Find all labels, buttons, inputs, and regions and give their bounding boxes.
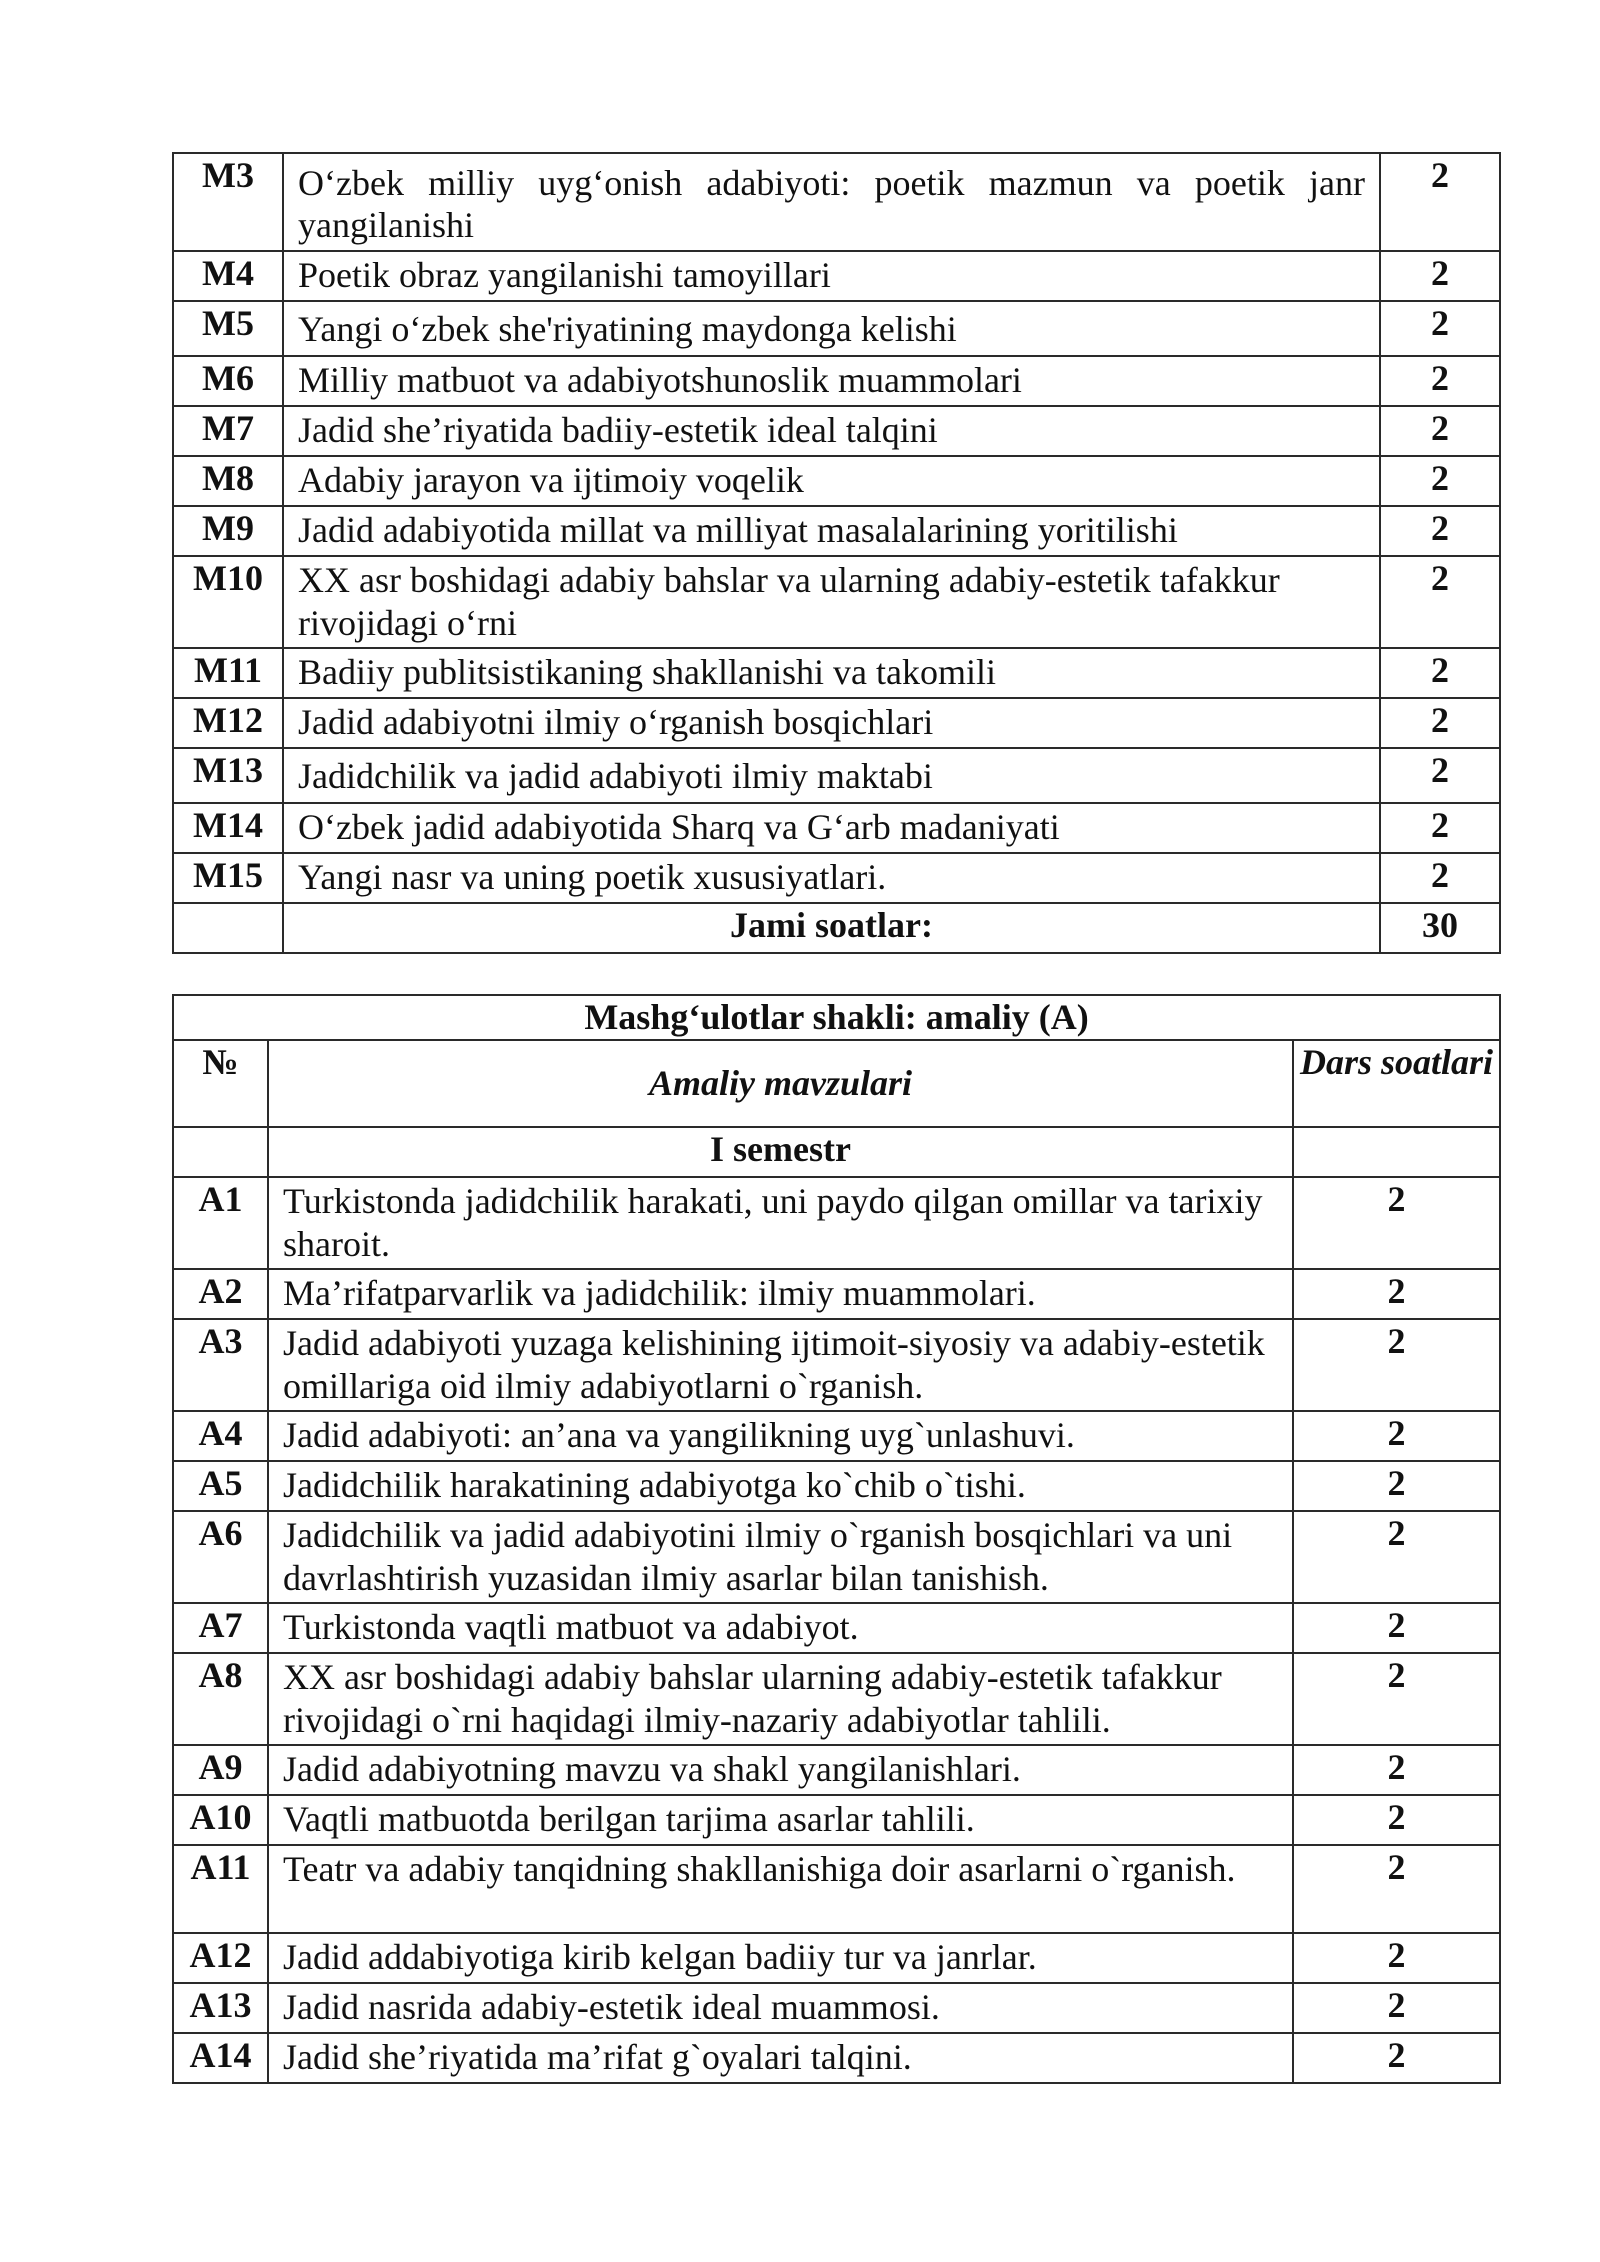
row-hours: 2	[1293, 1461, 1500, 1511]
table-row	[173, 506, 1500, 556]
row-code: A3	[173, 1319, 268, 1411]
table-row	[173, 1461, 1500, 1511]
row-code: A5	[173, 1461, 268, 1511]
row-hours: 2	[1380, 853, 1500, 903]
semester-label: I semestr	[268, 1127, 1293, 1177]
table-row	[173, 153, 1500, 251]
row-topic: Badiiy publitsistikaning shakllanishi va takomili	[283, 648, 1380, 698]
row-topic: Adabiy jarayon va ijtimoiy voqelik	[283, 456, 1380, 506]
semester-row	[173, 1127, 1500, 1177]
row-hours: 2	[1293, 1603, 1500, 1653]
row-code: A10	[173, 1795, 268, 1845]
table-row	[173, 1845, 1500, 1933]
table-row	[173, 853, 1500, 903]
row-topic: Teatr va adabiy tanqidning shakllanishiga doir asarlarni o`rganish.	[268, 1845, 1293, 1933]
lectures-body	[173, 153, 1500, 953]
row-topic: Poetik obraz yangilanishi tamoyillari	[283, 251, 1380, 301]
row-hours: 2	[1293, 1319, 1500, 1411]
table-row	[173, 1177, 1500, 1269]
row-code: A9	[173, 1745, 268, 1795]
row-code: A4	[173, 1411, 268, 1461]
row-hours: 2	[1293, 1511, 1500, 1603]
table-row	[173, 1933, 1500, 1983]
row-code: A12	[173, 1933, 268, 1983]
row-hours: 2	[1380, 556, 1500, 648]
row-hours: 2	[1380, 456, 1500, 506]
table-row	[173, 456, 1500, 506]
row-topic: Yangi nasr va uning poetik xususiyatlari.	[283, 853, 1380, 903]
row-code: A6	[173, 1511, 268, 1603]
row-topic: Turkistonda vaqtli matbuot va adabiyot.	[268, 1603, 1293, 1653]
table-row	[173, 1983, 1500, 2033]
row-topic: Yangi o‘zbek she'riyatining maydonga kelishi	[283, 301, 1380, 356]
table-row	[173, 803, 1500, 853]
row-hours: 2	[1380, 648, 1500, 698]
total-row	[173, 903, 1500, 953]
row-code: M8	[173, 456, 283, 506]
row-code: M12	[173, 698, 283, 748]
row-hours: 2	[1380, 698, 1500, 748]
total-empty-cell	[173, 903, 283, 953]
row-code: M11	[173, 648, 283, 698]
row-code: M6	[173, 356, 283, 406]
row-code: M9	[173, 506, 283, 556]
row-topic: Jadid adabiyotida millat va milliyat masalalarining yoritilishi	[283, 506, 1380, 556]
header-row	[173, 1040, 1500, 1127]
table-row	[173, 301, 1500, 356]
row-code: A8	[173, 1653, 268, 1745]
table-row	[173, 2033, 1500, 2083]
row-code: M13	[173, 748, 283, 803]
row-hours: 2	[1293, 1269, 1500, 1319]
row-topic: XX asr boshidagi adabiy bahslar va ularning adabiy-estetik tafakkur rivojidagi o‘rni	[283, 556, 1380, 648]
row-topic: Jadidchilik va jadid adabiyotini ilmiy o`rganish bosqichlari va uni davrlashtirish yuzasidan ilmiy asarlar bilan tanishish.	[268, 1511, 1293, 1603]
row-hours: 2	[1380, 301, 1500, 356]
lectures-table	[172, 152, 1501, 954]
row-topic: Jadidchilik harakatining adabiyotga ko`chib o`tishi.	[268, 1461, 1293, 1511]
row-hours: 2	[1293, 1411, 1500, 1461]
row-code: A2	[173, 1269, 268, 1319]
table-row	[173, 1745, 1500, 1795]
practical-body	[173, 995, 1500, 2083]
table-row	[173, 1269, 1500, 1319]
table-row	[173, 406, 1500, 456]
practical-table	[172, 994, 1501, 2084]
semester-empty-cell	[1293, 1127, 1500, 1177]
total-label: Jami soatlar:	[283, 903, 1380, 953]
row-code: M7	[173, 406, 283, 456]
table-row	[173, 556, 1500, 648]
row-topic: Jadid she’riyatida ma’rifat g`oyalari talqini.	[268, 2033, 1293, 2083]
row-topic: Jadid adabiyoti yuzaga kelishining ijtimoit-siyosiy va adabiy-estetik omillariga oid ilmiy adabiyotlarni o`rganish.	[268, 1319, 1293, 1411]
row-hours: 2	[1380, 803, 1500, 853]
row-topic: Vaqtli matbuotda berilgan tarjima asarlar tahlili.	[268, 1795, 1293, 1845]
row-code: M14	[173, 803, 283, 853]
table-row	[173, 1653, 1500, 1745]
row-hours: 2	[1380, 748, 1500, 803]
row-hours: 2	[1293, 2033, 1500, 2083]
table-row	[173, 356, 1500, 406]
table-row	[173, 648, 1500, 698]
total-value: 30	[1380, 903, 1500, 953]
row-code: A13	[173, 1983, 268, 2033]
row-topic: Jadid addabiyotiga kirib kelgan badiiy tur va janrlar.	[268, 1933, 1293, 1983]
table-row	[173, 251, 1500, 301]
row-code: M15	[173, 853, 283, 903]
row-code: A14	[173, 2033, 268, 2083]
row-hours: 2	[1380, 251, 1500, 301]
col-topics-header: Amaliy mavzulari	[268, 1040, 1293, 1127]
row-topic: XX asr boshidagi adabiy bahslar ularning adabiy-estetik tafakkur rivojidagi o`rni haqidagi ilmiy-nazariy adabiyotlar tahlili.	[268, 1653, 1293, 1745]
row-hours: 2	[1380, 153, 1500, 251]
row-topic: Jadid she’riyatida badiiy-estetik ideal talqini	[283, 406, 1380, 456]
row-hours: 2	[1293, 1983, 1500, 2033]
practical-title: Mashg‘ulotlar shakli: amaliy (A)	[173, 995, 1500, 1040]
row-code: A7	[173, 1603, 268, 1653]
row-topic: Jadidchilik va jadid adabiyoti ilmiy maktabi	[283, 748, 1380, 803]
row-topic: Milliy matbuot va adabiyotshunoslik muammolari	[283, 356, 1380, 406]
table-row	[173, 748, 1500, 803]
row-hours: 2	[1293, 1933, 1500, 1983]
row-topic: Jadid nasrida adabiy-estetik ideal muammosi.	[268, 1983, 1293, 2033]
table-row	[173, 1511, 1500, 1603]
row-code: M3	[173, 153, 283, 251]
row-topic: Jadid adabiyotning mavzu va shakl yangilanishlari.	[268, 1745, 1293, 1795]
row-code: A1	[173, 1177, 268, 1269]
row-topic: Jadid adabiyoti: an’ana va yangilikning uyg`unlashuvi.	[268, 1411, 1293, 1461]
row-topic: Jadid adabiyotni ilmiy o‘rganish bosqichlari	[283, 698, 1380, 748]
table-row	[173, 1603, 1500, 1653]
row-topic: Turkistonda jadidchilik harakati, uni paydo qilgan omillar va tarixiy sharoit.	[268, 1177, 1293, 1269]
row-hours: 2	[1293, 1745, 1500, 1795]
row-code: M4	[173, 251, 283, 301]
table-row	[173, 1795, 1500, 1845]
row-hours: 2	[1293, 1177, 1500, 1269]
row-code: A11	[173, 1845, 268, 1933]
row-hours: 2	[1293, 1845, 1500, 1933]
table-row	[173, 1319, 1500, 1411]
col-number-header: №	[173, 1040, 268, 1127]
row-hours: 2	[1293, 1653, 1500, 1745]
row-hours: 2	[1380, 506, 1500, 556]
row-code: M10	[173, 556, 283, 648]
col-hours-header: Dars soatlari	[1293, 1040, 1500, 1127]
row-topic: O‘zbek milliy uyg‘onish adabiyoti: poetik mazmun va poetik janr yangilanishi	[283, 153, 1380, 251]
practical-title-row	[173, 995, 1500, 1040]
row-code: M5	[173, 301, 283, 356]
table-row	[173, 698, 1500, 748]
row-topic: O‘zbek jadid adabiyotida Sharq va G‘arb madaniyati	[283, 803, 1380, 853]
row-hours: 2	[1380, 406, 1500, 456]
semester-empty-cell	[173, 1127, 268, 1177]
row-topic: Ma’rifatparvarlik va jadidchilik: ilmiy muammolari.	[268, 1269, 1293, 1319]
row-hours: 2	[1380, 356, 1500, 406]
table-row	[173, 1411, 1500, 1461]
row-hours: 2	[1293, 1795, 1500, 1845]
